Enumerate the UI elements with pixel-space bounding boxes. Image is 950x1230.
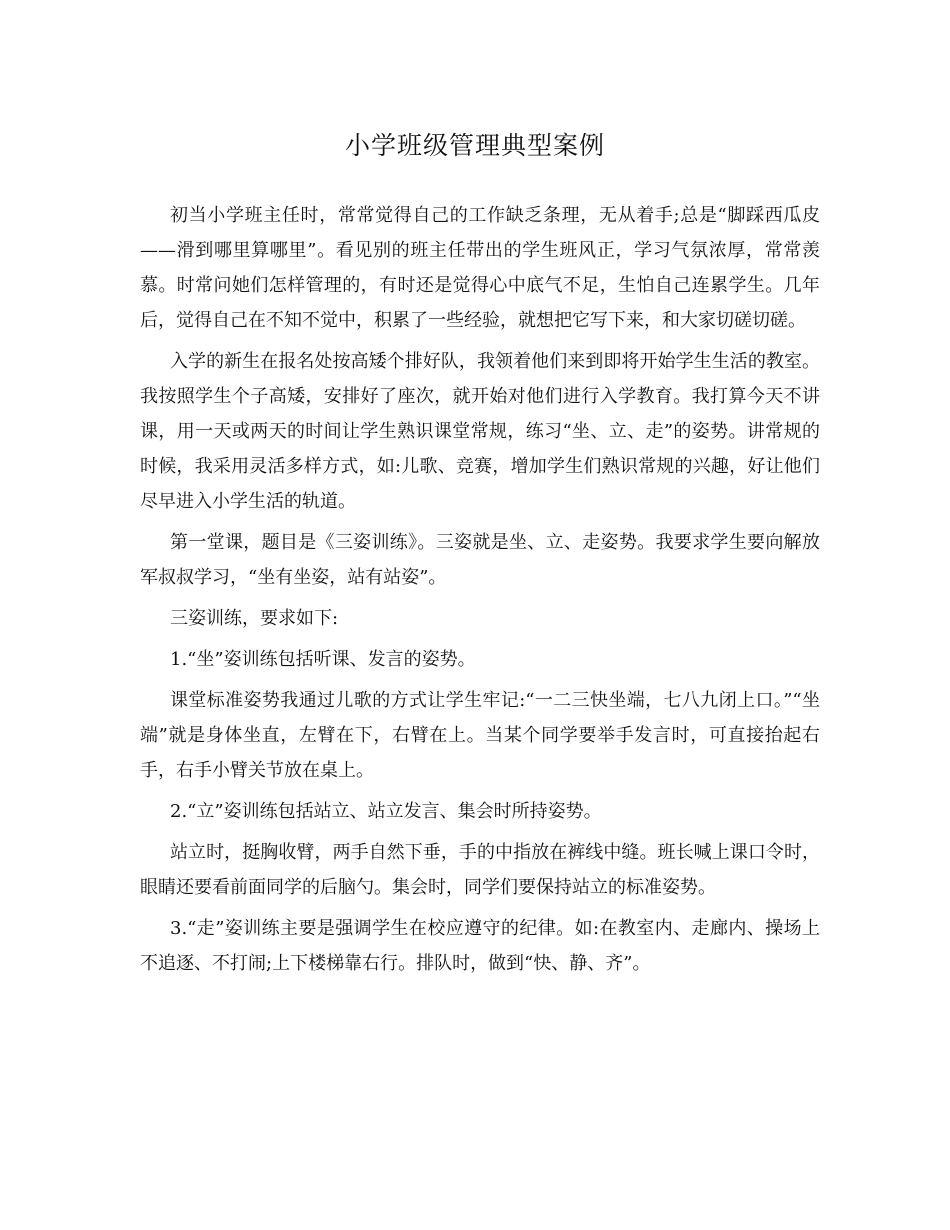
paragraph-standing-heading: 2.“立”姿训练包括站立、站立发言、集会时所持姿势。 [170,801,602,822]
paragraph-sitting-detail: 课堂标准姿势我通过儿歌的方式让学生牢记:“一二三快坐端，七八九闭上口。”“坐端”就是身体坐直，左臂在下，右臂在上。当某个同学要举手发言时，可直接抬起右手，右手小臂关节放在桌上。 [140,690,820,781]
paragraph-sitting-heading: 1.“坐”姿训练包括听课、发言的姿势。 [170,649,476,670]
paragraph-intro: 初当小学班主任时，常常觉得自己的工作缺乏条理，无从着手;总是“脚踩西瓜皮——滑到哪里算哪里”。看见别的班主任带出的学生班风正，学习气氛浓厚，常常羡慕。时常问她们怎样管理的，有时还是觉得心中底气不足，生怕自己连累学生。几年后，觉得自己在不知不觉中，积累了一些经验，就想把它写下来，和大家切磋切磋。 [140,205,820,331]
document-body [140,198,820,987]
paragraph-requirements: 三姿训练，要求如下: [170,608,339,629]
paragraph-enrollment: 入学的新生在报名处按高矮个排好队，我领着他们来到即将开始学生生活的教室。我按照学生个子高矮，安排好了座次，就开始对他们进行入学教育。我打算今天不讲课，用一天或两天的时间让学生熟识课堂常规，练习“坐、立、走”的姿势。讲常规的时候，我采用灵活多样方式，如:儿歌、竞赛，增加学生们熟识常规的兴趣，好让他们尽早进入小学生活的轨道。 [140,351,820,512]
paragraph-walking: 3.“走”姿训练主要是强调学生在校应遵守的纪律。如:在教室内、走廊内、操场上不追逐、不打闹;上下楼梯靠右行。排队时，做到“快、静、齐”。 [140,918,820,974]
paragraph-first-lesson: 第一堂课，题目是《三姿训练》。三姿就是坐、立、走姿势。我要求学生要向解放军叔叔学习，“坐有坐姿，站有站姿”。 [140,532,820,588]
document-title: 小学班级管理典型案例 [344,131,605,160]
paragraph-standing-detail: 站立时，挺胸收臂，两手自然下垂，手的中指放在裤线中缝。班长喊上课口令时，眼睛还要看前面同学的后脑勺。集会时，同学们要保持站立的标准姿势。 [140,842,820,898]
